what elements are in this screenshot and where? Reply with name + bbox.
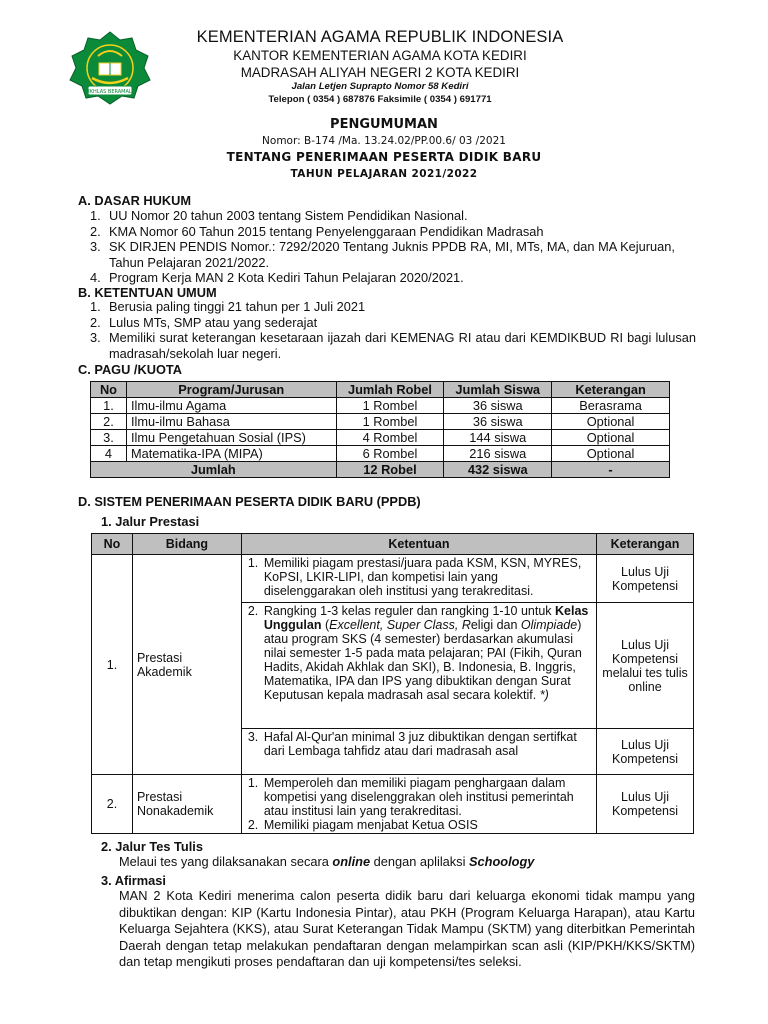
list-number: 2. — [90, 223, 101, 239]
cell-text: Hafal Al-Qur'an minimal 3 juz dibuktikan dengan sertifkat dari Lembaga tahfidz atau dari madrasah asal — [263, 730, 577, 758]
cell-text: Memiliki piagam menjabat Ketua OSIS — [263, 818, 478, 832]
para-text: dengan aplilaksi — [370, 854, 469, 869]
column-header: No — [91, 382, 127, 398]
list-number: 3. — [90, 239, 101, 254]
column-header: Jumlah Robel — [336, 382, 444, 398]
list-number: 3. — [247, 730, 259, 744]
table-cell: 432 siswa — [444, 462, 552, 478]
table-cell: Optional — [552, 430, 670, 446]
section-b-list — [90, 299, 696, 361]
list-text: Lulus MTs, SMP atau yang sederajat — [109, 314, 318, 330]
table-cell: 3. — [91, 430, 127, 446]
table-cell: 2. — [92, 775, 133, 834]
table-cell — [241, 603, 596, 729]
header-office: KANTOR KEMENTERIAN AGAMA KOTA KEDIRI — [233, 48, 527, 63]
column-header: Program/Jurusan — [126, 382, 336, 398]
column-header: Ketentuan — [241, 534, 596, 555]
cell-text-italic: Excellent, Super Class, R — [329, 618, 471, 632]
table-cell: Berasrama — [552, 398, 670, 414]
list-text: Memiliki surat keterangan kesetaraan ijazah dari KEMENAG RI atau dari KEMDIKBUD RI bagi lulusan madrasah/sekolah luar negeri. — [109, 330, 696, 361]
list-number: 2. — [247, 818, 259, 832]
table-cell — [241, 555, 596, 603]
table-cell: 216 siswa — [444, 446, 552, 462]
cell-text: ) atau program SKS (4 semester) berdasarkan akumulasi nilai semester 1-5 pada mata pelajaran; PAI (Fikih, Quran Hadits, Akidah Akhlak dan SKI), B. Indonesia, B. Inggris, Matematika, IPA dan IPS yang dibuktikan dengan Surat Keputusan kepala madrasah asal secara kolektif. — [263, 618, 582, 702]
list-number: 2. — [247, 604, 259, 618]
list-item — [90, 239, 696, 270]
cell-text: Memiliki piagam prestasi/juara pada KSM, KSN, MYRES, KoPSI, LKIR-LIPI, dan kompetisi lain yang diselenggarakan oleh institusi yang terakreditasi. — [263, 556, 582, 598]
list-number: 1. — [90, 208, 101, 223]
doc-number: Nomor: B-174 /Ma. 13.24.02/PP.00.6/ 03 /2021 — [262, 135, 506, 147]
header-phone: Telepon ( 0354 ) 687876 Faksimile ( 0354 ) 691771 — [268, 94, 492, 105]
list-number: 4. — [90, 270, 101, 285]
table-cell: 1. — [91, 398, 127, 414]
table-cell: 36 siswa — [444, 398, 552, 414]
quota-table — [90, 381, 670, 478]
list-text: Berusia paling tinggi 21 tahun per 1 Juli 2021 — [109, 299, 366, 314]
cell-text: Rangking 1-3 kelas reguler dan rangking 1-10 untuk — [263, 604, 552, 618]
list-item — [90, 299, 696, 315]
table-cell: 1 Rombel — [336, 414, 444, 430]
table-total-row — [91, 462, 670, 478]
table-cell: Jumlah — [91, 462, 337, 478]
logo-ribbon-text: IKHLAS BERAMAL — [88, 89, 132, 95]
table-row — [91, 446, 670, 462]
doc-year: TAHUN PELAJARAN 2021/2022 — [290, 168, 478, 180]
header-school: MADRASAH ALIYAH NEGERI 2 KOTA KEDIRI — [240, 65, 520, 80]
list-item — [90, 224, 696, 240]
afirmasi-heading: 3. Afirmasi — [101, 873, 166, 888]
table-cell: 12 Robel — [336, 462, 444, 478]
table-row — [91, 430, 670, 446]
table-cell: 144 siswa — [444, 430, 552, 446]
table-cell: 6 Rombel — [336, 446, 444, 462]
list-text: Program Kerja MAN 2 Kota Kediri Tahun Pelajaran 2020/2021. — [109, 270, 464, 285]
list-text: UU Nomor 20 tahun 2003 tentang Sistem Pendidikan Nasional. — [109, 208, 468, 223]
cell-text: eligi dan — [470, 618, 521, 632]
section-b-heading: B. KETENTUAN UMUM — [78, 285, 217, 300]
section-a-list — [90, 208, 696, 286]
table-cell: 36 siswa — [444, 414, 552, 430]
table-cell — [241, 775, 596, 834]
table-row — [92, 775, 694, 834]
para-text-emphasis: online — [332, 854, 371, 869]
table-cell: 2. — [91, 414, 127, 430]
table-cell: Lulus Uji Kompetensi melalui tes tulis online — [597, 603, 694, 729]
list-number: 1. — [247, 776, 259, 790]
list-number: 1. — [247, 556, 259, 570]
table-cell: Prestasi Akademik — [132, 555, 241, 775]
table-cell: 4 — [91, 446, 127, 462]
table-cell — [241, 729, 596, 775]
column-header: Keterangan — [552, 382, 670, 398]
table-cell: 4 Rombel — [336, 430, 444, 446]
table-header-row — [92, 534, 694, 555]
list-number: 3. — [90, 330, 101, 345]
cell-text: ( — [321, 618, 330, 632]
column-header: Bidang — [132, 534, 241, 555]
list-number: 1. — [90, 299, 101, 314]
header-address: Jalan Letjen Suprapto Nomor 58 Kediri — [291, 81, 469, 92]
column-header: Keterangan — [597, 534, 694, 555]
list-item — [90, 315, 696, 331]
table-cell: Prestasi Nonakademik — [132, 775, 241, 834]
table-cell: Lulus Uji Kompetensi — [597, 729, 694, 775]
table-cell: - — [552, 462, 670, 478]
section-d-heading: D. SISTEM PENERIMAAN PESERTA DIDIK BARU (PPDB) — [78, 494, 421, 509]
column-header: No — [92, 534, 133, 555]
list-item — [90, 330, 696, 361]
section-a-heading: A. DASAR HUKUM — [78, 193, 192, 208]
kemenag-emblem-icon — [68, 30, 152, 106]
table-cell: Ilmu Pengetahuan Sosial (IPS) — [126, 430, 336, 446]
doc-heading: PENGUMUMAN — [330, 117, 438, 132]
table-cell: 1 Rombel — [336, 398, 444, 414]
letterhead — [150, 27, 610, 106]
table-cell: Optional — [552, 446, 670, 462]
ppdb-table — [91, 533, 694, 834]
list-text: SK DIRJEN PENDIS Nomor.: 7292/2020 Tentang Juknis PPDB RA, MI, MTs, MA, dan MA Kejuruan, Tahun Pelajaran 2021/2022. — [109, 239, 675, 270]
table-row — [92, 555, 694, 603]
list-item — [90, 270, 696, 286]
afirmasi-text: MAN 2 Kota Kediri menerima calon peserta didik baru dari keluarga ekonomi tidak mampu yang dibuktikan dengan: KIP (Kartu Indonesia Pintar), atau PKH (Program Keluarga Harapan), atau Kartu Keluarga Sejahtera (KKS), atau Surat Keterangan Tidak Mampu (SKTM) yang diterbitkan Pemerintah Daerah dengan tetap melakukan pendaftaran dengan melampirkan scan asli (KIP/PKH/KKS/SKTM) dan tetap mengikuti proses pendaftaran dan uji kompetensi/tes seleksi. — [119, 888, 695, 969]
section-c-heading: C. PAGU /KUOTA — [78, 362, 183, 377]
doc-subject: TENTANG PENERIMAAN PESERTA DIDIK BARU — [226, 150, 542, 164]
table-cell: Ilmu-ilmu Agama — [126, 398, 336, 414]
jalur-prestasi-heading: 1. Jalur Prestasi — [101, 514, 200, 529]
list-number: 2. — [90, 314, 101, 330]
list-item — [90, 208, 696, 224]
table-cell: Matematika-IPA (MIPA) — [126, 446, 336, 462]
table-row — [91, 414, 670, 430]
table-cell: Optional — [552, 414, 670, 430]
table-row — [91, 398, 670, 414]
cell-text-italic: Olimpiade — [520, 618, 578, 632]
jalur-tes-tulis-heading: 2. Jalur Tes Tulis — [101, 839, 203, 854]
cell-text-italic: *) — [536, 688, 549, 702]
list-text: KMA Nomor 60 Tahun 2015 tentang Penyelenggaraan Pendidikan Madrasah — [109, 223, 544, 239]
cell-subitem — [247, 818, 592, 832]
header-ministry: KEMENTERIAN AGAMA REPUBLIK INDONESIA — [196, 28, 564, 46]
table-cell: Ilmu-ilmu Bahasa — [126, 414, 336, 430]
cell-text: Memperoleh dan memiliki piagam penghargaan dalam kompetisi yang diselenggrakan oleh institusi pemerintah atau institusi lain yang terakreditasi. — [263, 776, 574, 818]
column-header: Jumlah Siswa — [444, 382, 552, 398]
para-text-emphasis: Schoology — [468, 854, 535, 869]
table-header-row — [91, 382, 670, 398]
table-cell: Lulus Uji Kompetensi — [597, 775, 694, 834]
cell-text-bold: Kelas Unggulan — [263, 604, 589, 632]
para-text: Melaui tes yang dilaksanakan secara — [119, 854, 333, 869]
table-cell: Lulus Uji Kompetensi — [597, 555, 694, 603]
table-cell: 1. — [92, 555, 133, 775]
jalur-tes-tulis-text — [119, 854, 695, 871]
